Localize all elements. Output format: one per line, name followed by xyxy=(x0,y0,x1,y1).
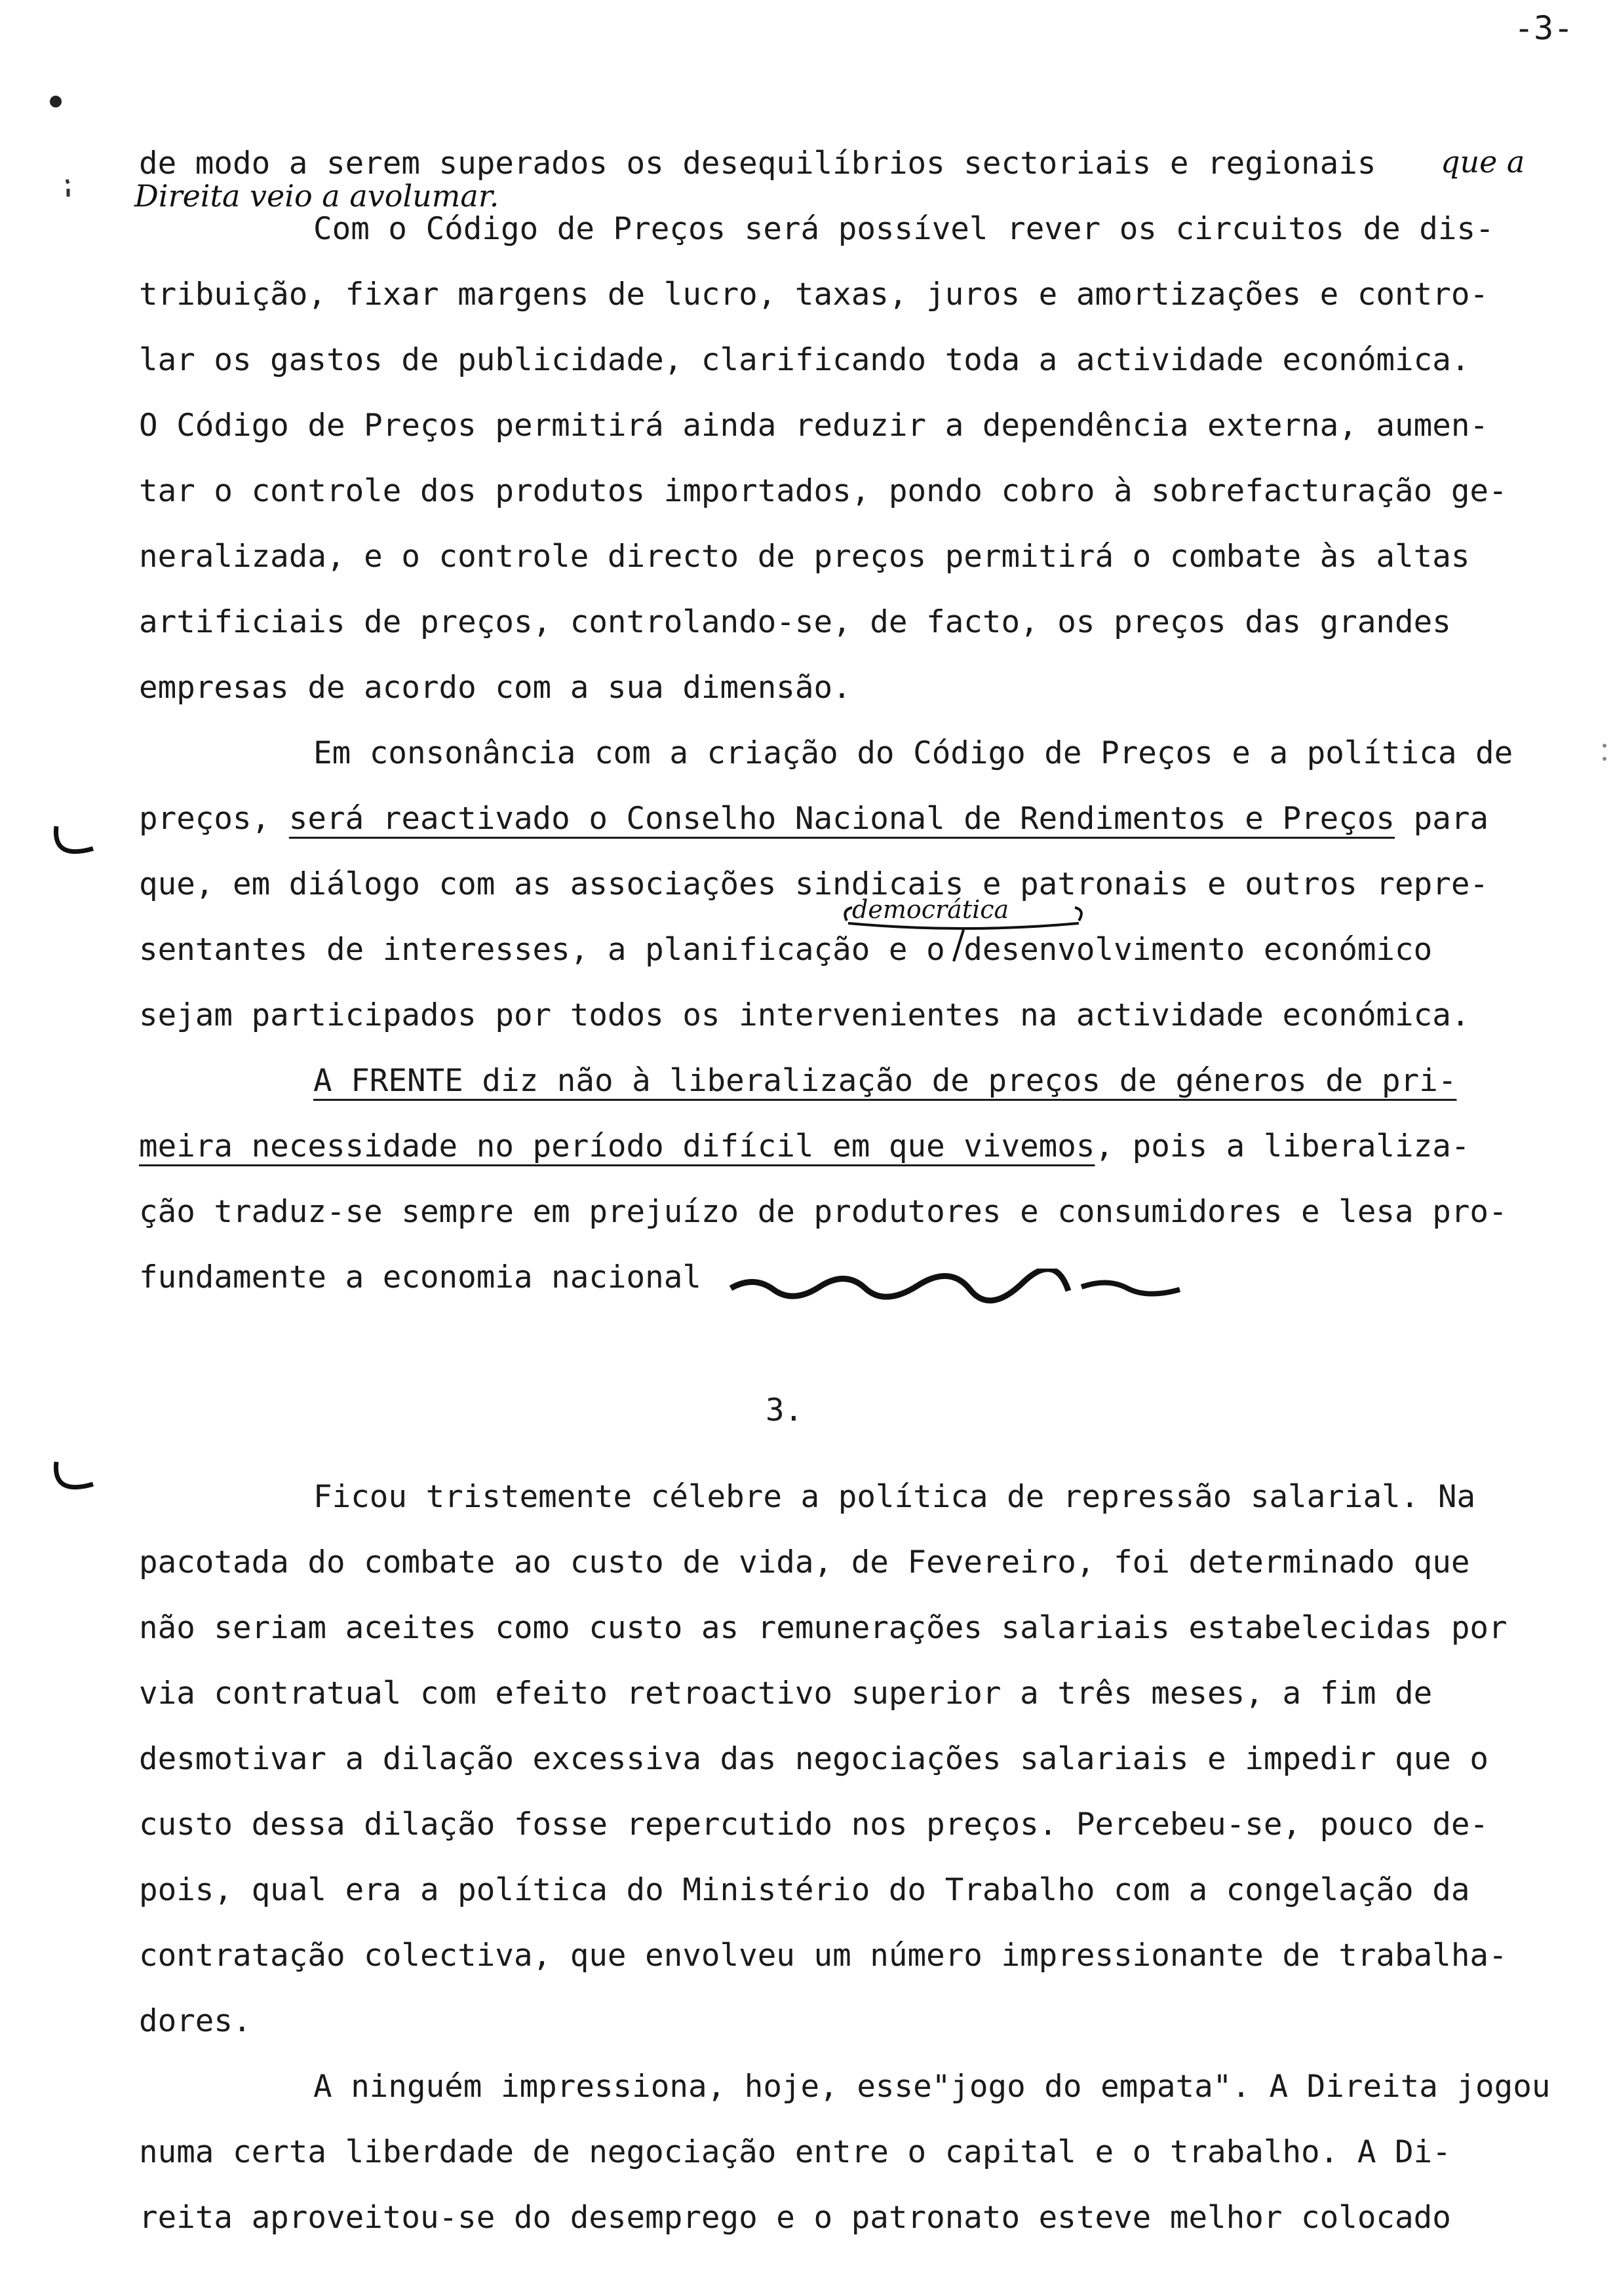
text-line: A ninguém impressiona, hoje, esse"jogo do empata". A Direita jogou xyxy=(313,2069,1551,2105)
text-line: pois, qual era a política do Ministério do Trabalho com a congelação da xyxy=(139,1872,1470,1908)
margin-bracket-2 xyxy=(47,1458,100,1504)
text-line: fundamente a economia nacional xyxy=(139,1259,701,1295)
underlined-text: será reactivado o Conselho Nacional de Rendimentos e Preços xyxy=(288,801,1395,837)
underlined-text: A FRENTE diz não à liberalização de preços de géneros de pri- xyxy=(313,1063,1457,1099)
text-line: de modo a serem superados os desequilíbrios sectoriais e regionais xyxy=(139,145,1376,182)
text-line: numa certa liberdade de negociação entre o capital e o trabalho. A Di- xyxy=(139,2134,1451,2170)
text-segment: para xyxy=(1395,801,1489,837)
margin-tick xyxy=(62,177,75,203)
text-segment: preços, xyxy=(139,801,289,837)
section-number: 3. xyxy=(766,1392,804,1428)
text-line: neralizada, e o controle directo de preços permitirá o combate às altas xyxy=(139,539,1470,575)
text-line: tar o controle dos produtos importados, pondo cobro à sobrefacturação ge- xyxy=(139,473,1508,509)
text-line: não seriam aceites como custo as remunerações salariais estabelecidas por xyxy=(139,1610,1508,1646)
text-line: reita aproveitou-se do desemprego e o patronato esteve melhor colocado xyxy=(139,2200,1451,2236)
text-line: lar os gastos de publicidade, clarificando toda a actividade económica. xyxy=(139,342,1470,378)
margin-bracket-1 xyxy=(47,822,100,868)
handwritten-insert: Direita veio a avolumar. xyxy=(134,178,499,214)
page-number: -3- xyxy=(1514,9,1574,47)
text-line: empresas de acordo com a sua dimensão. xyxy=(139,670,851,706)
text-line: Com o Código de Preços será possível rever os circuitos de dis- xyxy=(313,211,1494,247)
margin-colon xyxy=(1599,740,1612,767)
text-line: ção traduz-se sempre em prejuízo de produtores e consumidores e lesa pro- xyxy=(139,1194,1508,1230)
text-line xyxy=(139,1127,1469,1166)
text-line: contratação colectiva, que envolveu um número impressionante de trabalha- xyxy=(139,1938,1508,1974)
text-line: Em consonância com a criação do Código de Preços e a política de xyxy=(313,735,1513,771)
text-line: desmotivar a dilação excessiva das negociações salariais e impedir que o xyxy=(139,1741,1489,1777)
text-line: O Código de Preços permitirá ainda reduzir a dependência externa, aumen- xyxy=(139,408,1489,444)
text-line: sentantes de interesses, a planificação e o desenvolvimento económico xyxy=(139,932,1433,968)
text-line: sejam participados por todos os intervenientes na actividade económica. xyxy=(139,997,1470,1033)
text-line: Ficou tristemente célebre a política de repressão salarial. Na xyxy=(313,1479,1476,1515)
underlined-text: meira necessidade no período difícil em que vivemos xyxy=(139,1128,1095,1164)
text-line xyxy=(313,1062,1456,1101)
text-line: que, em diálogo com as associações sindicais e patronais e outros repre- xyxy=(139,866,1489,902)
text-segment: , pois a liberaliza- xyxy=(1095,1128,1470,1164)
text-line xyxy=(139,799,1489,839)
margin-dot xyxy=(46,92,66,111)
handwritten-insert: que a xyxy=(1441,144,1525,180)
text-line: via contratual com efeito retroactivo superior a três meses, a fim de xyxy=(139,1675,1433,1712)
text-line: artificiais de preços, controlando-se, de facto, os preços das grandes xyxy=(139,604,1451,640)
text-line: pacotada do combate ao custo de vida, de Fevereiro, foi determinado que xyxy=(139,1544,1470,1580)
handwritten-insert: democrática xyxy=(852,895,1009,924)
text-line: custo dessa dilação fosse repercutido nos preços. Percebeu-se, pouco de- xyxy=(139,1807,1489,1843)
text-line: dores. xyxy=(139,2003,252,2039)
scribble-strikeout xyxy=(728,1269,1186,1308)
text-line: tribuição, fixar margens de lucro, taxas, juros e amortizações e contro- xyxy=(139,277,1489,313)
